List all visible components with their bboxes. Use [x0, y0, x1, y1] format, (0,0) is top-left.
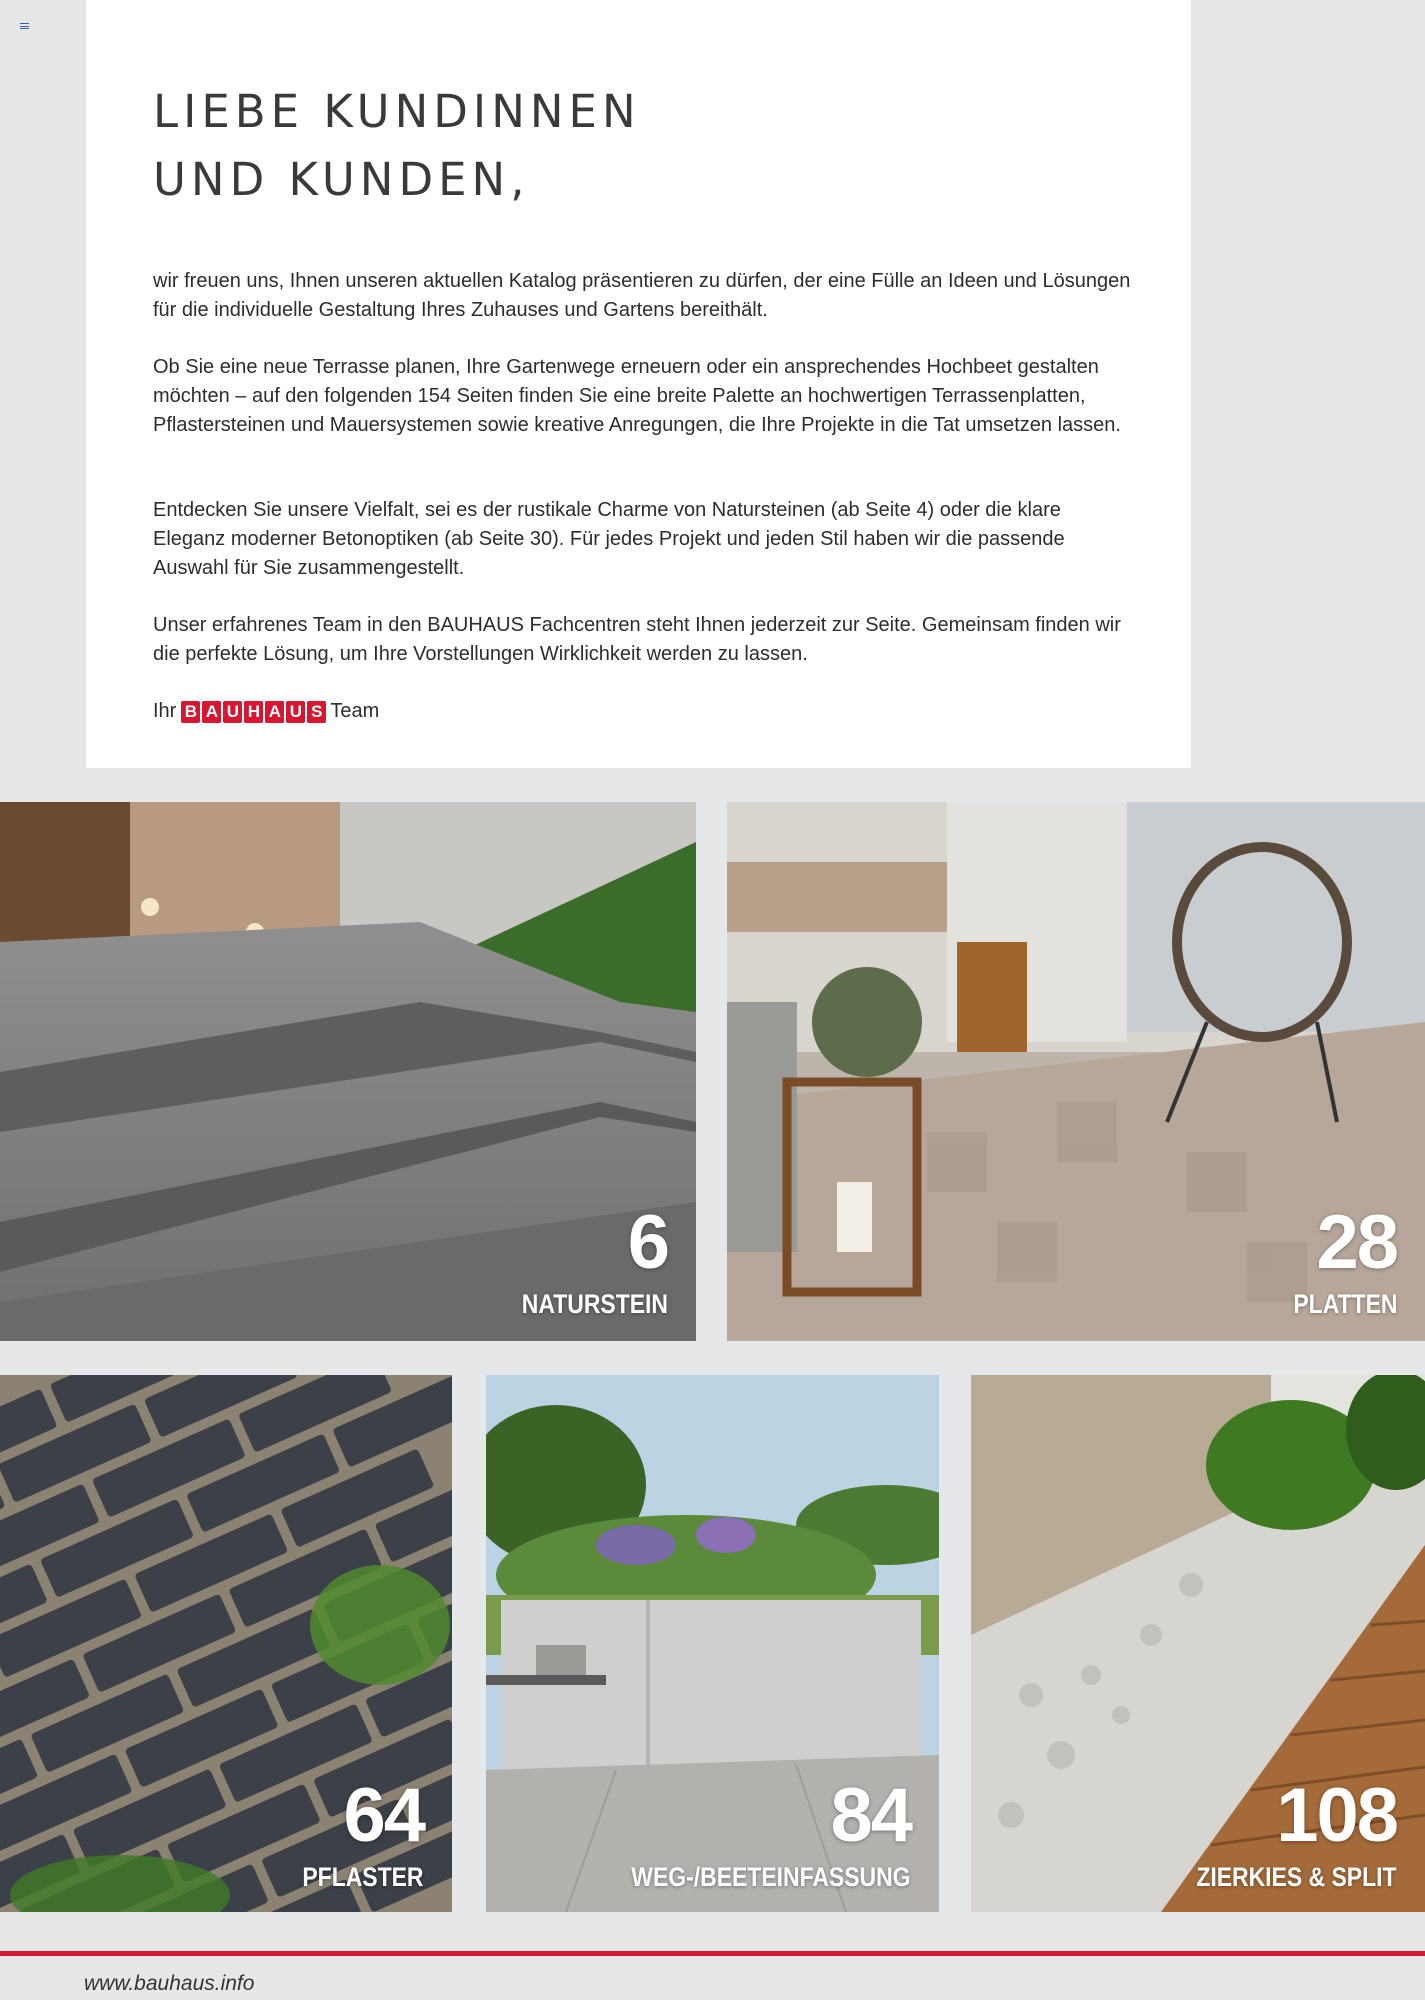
- logo-letter: B: [181, 701, 200, 723]
- heading-line-2: UND KUNDEN,: [153, 153, 530, 206]
- platten-caption: [1275, 1200, 1398, 1319]
- section-tile-pflaster[interactable]: [0, 1375, 452, 1912]
- zierkies-caption: [1161, 1773, 1397, 1892]
- bauhaus-logo: [181, 701, 326, 723]
- section-page-number: 28: [1316, 1200, 1397, 1285]
- section-page-number: 84: [830, 1773, 911, 1858]
- logo-letter: U: [286, 701, 305, 723]
- section-page-number: 6: [627, 1200, 668, 1285]
- section-page-number: 64: [343, 1773, 424, 1858]
- footer-website-link[interactable]: www.bauhaus.info: [84, 1972, 255, 1995]
- beeteinfassung-caption: [582, 1773, 911, 1892]
- heading-line-1: LIEBE KUNDINNEN: [153, 85, 641, 138]
- letter-paragraph-4: Unser erfahrenes Team in den BAUHAUS Fachcentren steht Ihnen jederzeit zur Seite. Gemeinsam finden wir die perfekte Lösung, um Ihre Vorstellungen Wirklichkeit werden zu lassen.: [153, 614, 1121, 665]
- logo-letter: S: [307, 701, 326, 723]
- menu-icon[interactable]: [20, 23, 29, 29]
- section-tile-platten[interactable]: [727, 802, 1425, 1341]
- section-page-number: 108: [1276, 1773, 1397, 1858]
- section-label: PLATTEN: [1292, 1289, 1397, 1319]
- signoff-suffix: Team: [330, 700, 380, 722]
- letter-paragraph-3: Entdecken Sie unsere Vielfalt, sei es der rustikale Charme von Natursteinen (ab Seite 4) oder die klare Eleganz moderner Betonoptiken (ab Seite 30). Für jedes Projekt und jeden Stil haben wir die passende Auswahl für Sie zusammengestellt.: [153, 499, 1065, 579]
- logo-letter: A: [265, 701, 284, 723]
- section-label: NATURSTEIN: [521, 1289, 668, 1319]
- letter-paragraph-1: wir freuen uns, Ihnen unseren aktuellen Katalog präsentieren zu dürfen, der eine Fülle an Ideen und Lösungen für die individuelle Gestaltung Ihres Zuhauses und Gartens bereithält.: [153, 270, 1131, 321]
- logo-letter: A: [202, 701, 221, 723]
- naturstein-caption: [496, 1200, 668, 1319]
- section-label: ZIERKIES & SPLIT: [1196, 1862, 1397, 1892]
- section-label: PFLASTER: [302, 1862, 424, 1892]
- letter-paragraph-2: Ob Sie eine neue Terrasse planen, Ihre Gartenwege erneuern oder ein ansprechendes Hochbeet gestalten möchten – auf den folgenden 154 Seiten finden Sie eine breite Palette an hochwertigen Terrassenplatten, Pflastersteinen und Mauersystemen sowie kreative Anregungen, die Ihre Projekte in die Tat umsetzen lassen.: [153, 356, 1121, 436]
- section-tile-zierkies[interactable]: [971, 1375, 1425, 1912]
- section-tile-beeteinfassung[interactable]: [486, 1375, 939, 1912]
- section-tile-naturstein[interactable]: [0, 802, 696, 1341]
- letter-signoff: [153, 697, 379, 726]
- letter-heading: [153, 78, 641, 214]
- logo-letter: U: [223, 701, 242, 723]
- pflaster-caption: [281, 1773, 424, 1892]
- section-label: WEG-/BEETEINFASSUNG: [631, 1862, 911, 1892]
- footer-divider: [0, 1951, 1425, 1956]
- logo-letter: H: [244, 701, 263, 723]
- signoff-prefix: Ihr: [153, 700, 177, 722]
